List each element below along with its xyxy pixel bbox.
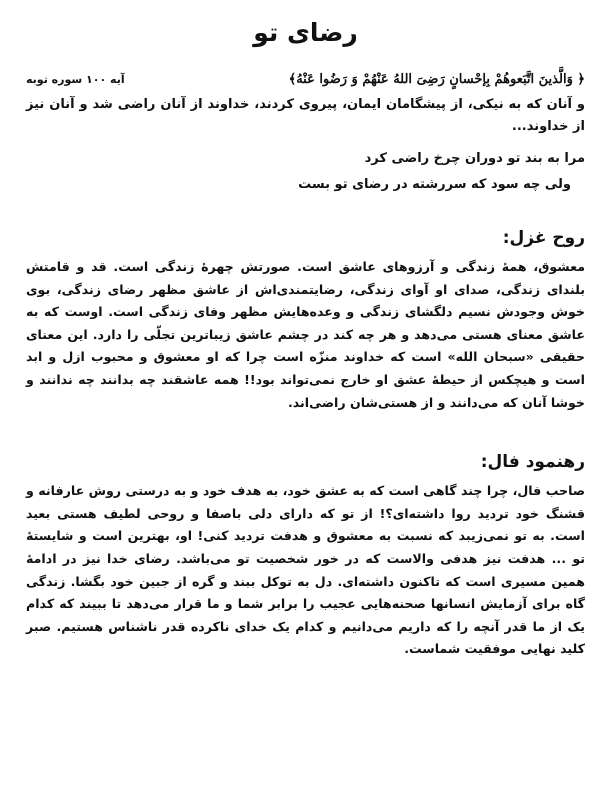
section-heading-ghazal-spirit: روح غزل: [502,228,585,248]
section-text-ghazal-spirit: معشوق، همهٔ زندگی و آرزوهای عاشق است. صورتش چهرهٔ زندگی است. قد و قامتش بلندای زندگی، صدای او آوای زندگی، رضایتمندی‌اش از عاشق مظهر رضای زندگی، بوی خوش وجودش نسیم دلگشای زندگی و وعده‌هایش مظهر وفای زندگی است. اوست که به عاشق معنای هستی می‌دهد و هر چه کند در چشم عاشق زیباترین تجلّی را دارد. این معنای حقیقی «سبحان الله» است که خداوند منزّه است چرا که او معشوق و محبوب ازل و ابد است و هیچکس از حیطهٔ عشق او خارج نمی‌تواند بود!! همه عاشقند چه بدانند چه ندانند و خوشا آنان که می‌دانند و از هستی‌شان راضی‌اند. [26,259,585,410]
poem-line-2: ولی چه سود که سررشته در رضای تو بست [298,177,571,192]
verse-reference: آیه ۱۰۰ سوره توبه [26,73,125,86]
poem-line-1: مرا به بند تو دوران چرخ راضی کرد [364,151,585,166]
verse-translation: و آنان که به نیکی، از پیشگامان ایمان، پیروی کردند، خداوند از آنان راضی شد و آنان نیز از خداوند... [26,97,585,134]
section-heading-fal-guidance: رهنمود فال: [480,452,585,473]
verse-line [26,68,585,92]
section-text-fal-guidance: صاحب فال، چرا چند گاهی است که به عشق خود، به هدف خود و به درستی روش عارفانه و قشنگ خود تردید روا داشته‌ای؟! از تو که دارای دلی باصفا و روحی لطیف هستی بعید است. به تو نمی‌زیبد که نسبت به معشوق و هدفت تردید کنی! او، بهترین است و شایستهٔ تو ... هدفت نیز هدفی والاست که در خور شخصیت تو می‌باشد. رضای خدا نیز در ادامهٔ همین مسیری است که تاکنون داشته‌ای. دل به توکل ببند و گره از جبین خود بگشا. زندگی گاه برای آزمایش انسانها صحنه‌هایی عجیب را برابر شما و ما قرار می‌دهد تا ببیند که کدام یک از ما قدر آنچه را که داریم می‌دانیم و کدام یک خدای ناکرده قدر ناشناس هستیم. صبر کلید نهایی موفقیت شماست. [26,483,585,657]
quran-verse: ﴿ وَالَّذینَ اتَّبَعوهُمْ بِإحْسانٍ رَضِیَ اللهُ عَنْهُمْ وَ رَضُوا عَنْهُ﴾ [288,72,585,87]
page-title: رضای تو [253,18,358,47]
poem [26,146,585,198]
